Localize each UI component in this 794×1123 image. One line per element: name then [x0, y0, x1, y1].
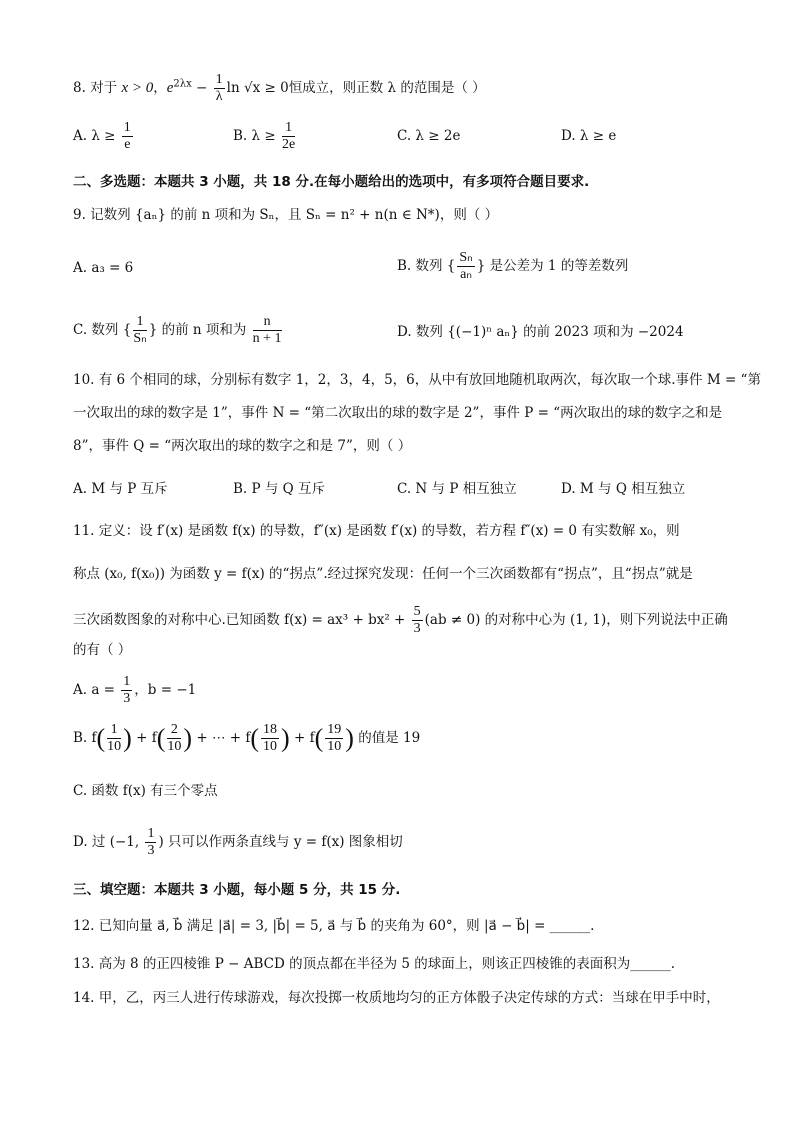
- q8-option-d: D. λ ≥ e: [561, 128, 617, 144]
- q10-option-b: B. P 与 Q 互斥: [233, 481, 326, 497]
- q10-line-2: 一次取出的球的数字是 1”，事件 N = “第二次取出的球的数字是 2”，事件 P = “两次取出的球的数字之和是: [73, 405, 723, 421]
- q9-option-b: B. 数列 { $\frac{\text{Sₙ}}{\text{aₙ}}$ } 是公差为 1 的等差数列: [397, 250, 629, 282]
- q9-option-d: D. 数列 {(−1)ⁿ aₙ} 的前 2023 项和为 −2024: [397, 324, 684, 340]
- q11-line-4: 的有（ ）: [73, 642, 132, 658]
- q10-line-1: 10. 有 6 个相同的球，分别标有数字 1，2，3，4，5，6，从中有放回地随机取两次，每次取一个球.事件 M = “第: [73, 372, 761, 388]
- q9-option-a: A. a₃ = 6: [73, 260, 134, 276]
- q8-option-b: B. λ ≥ $\frac{1}{2e}$: [233, 120, 296, 152]
- q9-stem: 9. 记数列 {aₙ} 的前 n 项和为 Sₙ，且 Sₙ = n² + n(n ∈ N*)，则（ ）: [73, 207, 499, 223]
- q10-option-c: C. N 与 P 相互独立: [397, 481, 517, 497]
- q11-option-a: A. a = $\frac{1}{3}$ ，b = −1: [73, 674, 197, 706]
- q11-option-b: B. f( $\frac{1}{10}$ ) + f( $\frac{2}{10}$ ) + ⋯ + f( $\frac{18}{10}$ ) + f( $\frac{19}{10}$ ) 的值是 19: [73, 722, 421, 754]
- q10-line-3: 8”，事件 Q = “两次取出的球的数字之和是 7”，则（ ）: [73, 438, 412, 454]
- section-3-heading: 三、填空题：本题共 3 小题，每小题 5 分，共 15 分.: [73, 882, 401, 898]
- q11-line-1: 11. 定义：设 f′(x) 是函数 f(x) 的导数，f″(x) 是函数 f′(x) 的导数，若方程 f″(x) = 0 有实数解 x₀，则: [73, 523, 680, 539]
- q8-fraction: $\frac{1}{\lambda}$: [215, 72, 223, 104]
- q11-option-d: D. 过 (−1, $\frac{1}{3}$ ) 只可以作两条直线与 y = f(x) 图象相切: [73, 826, 403, 858]
- q9-option-c: C. 数列 { $\frac{1}{\text{Sₙ}}$ } 的前 n 项和为 $\frac{n}{n + 1}$: [73, 314, 282, 346]
- q10-option-d: D. M 与 Q 相互独立: [561, 481, 686, 497]
- q12-stem: 12. 已知向量 a⃗, b⃗ 满足 |a⃗| = 3, |b⃗| = 5, a⃗ 与 b⃗ 的夹角为 60°，则 |a⃗ − b⃗| = ______.: [73, 918, 595, 934]
- q11-line-3: 三次函数图象的对称中心.已知函数 f(x) = ax³ + bx² + $\frac{5}{3}$ (ab ≠ 0) 的对称中心为 (1, 1)，则下列说法中正确: [73, 604, 728, 636]
- q14-stem: 14. 甲，乙，丙三人进行传球游戏，每次投掷一枚质地均匀的正方体骰子决定传球的方式：当球在甲手中时，: [73, 990, 720, 1006]
- q8-option-a: A. λ ≥ $\frac{1}{e}$: [73, 120, 131, 152]
- q10-option-a: A. M 与 P 互斥: [73, 481, 168, 497]
- section-2-heading: 二、多选题：本题共 3 小题，共 18 分.在每小题给出的选项中，有多项符合题目要求.: [73, 174, 590, 190]
- q11-line-2: 称点 (x₀, f(x₀)) 为函数 y = f(x) 的“拐点”.经过探究发现：任何一个三次函数都有“拐点”，且“拐点”就是: [73, 566, 693, 582]
- q13-stem: 13. 高为 8 的正四棱锥 P − ABCD 的顶点都在半径为 5 的球面上，则该正四棱锥的表面积为______.: [73, 956, 676, 972]
- q8-stem: 8. 对于 x > 0，$e^{2\lambda x}$ − $\frac{1}{\lambda}$ ln √x ≥ 0恒成立，则正数 λ 的范围是（ ）: [73, 72, 486, 104]
- q11-option-c: C. 函数 f(x) 有三个零点: [73, 783, 218, 799]
- q8-option-c: C. λ ≥ 2e: [397, 128, 461, 144]
